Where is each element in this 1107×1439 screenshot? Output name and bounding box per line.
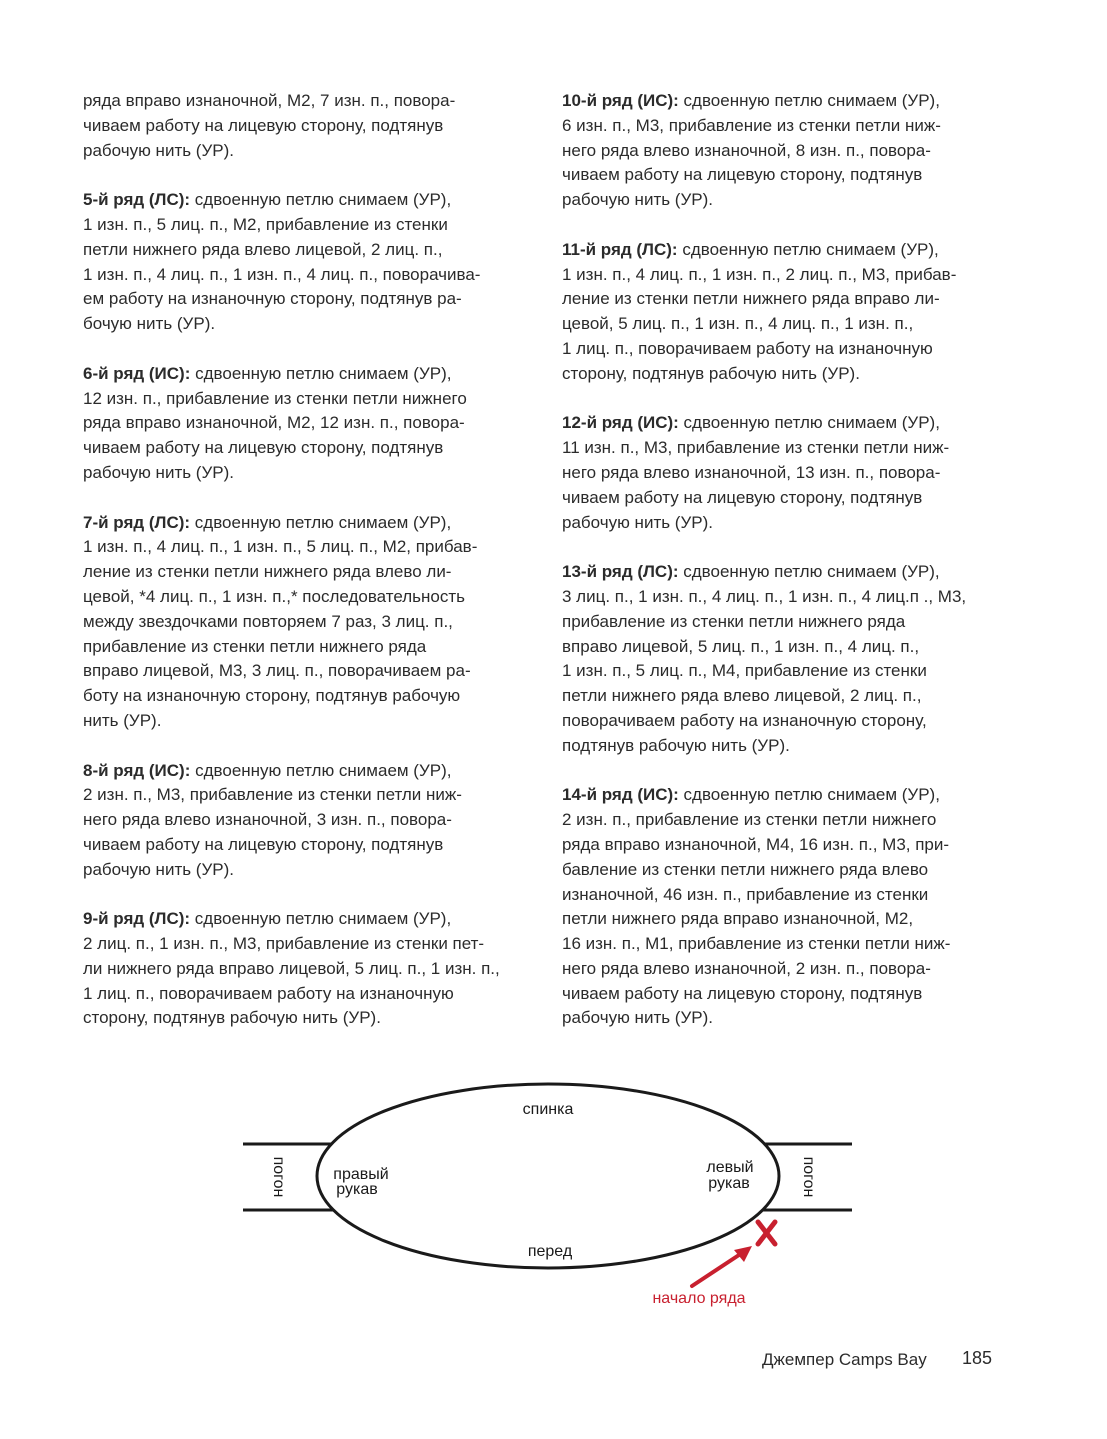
text-line: чиваем работу на лицевую сторону, подтянув: [562, 487, 923, 507]
text-line: него ряда влево изнаночной, 8 изн. п., повора-: [562, 140, 931, 160]
text-line: ряда вправо изнаночной, М4, 16 изн. п., М3, при-: [562, 834, 950, 854]
instruction-paragraph: [562, 411, 1017, 535]
row-text: сдвоенную петлю снимаем (УР),: [678, 562, 940, 582]
text-line: 2 изн. п., прибавление из стенки петли нижнего: [562, 810, 937, 830]
text-line: рабочую нить (УР).: [562, 512, 713, 532]
text-line: рабочую нить (УР).: [83, 462, 234, 482]
row-label: 6-й ряд (ИС):: [83, 363, 191, 383]
text-line: 12 изн. п., прибавление из стенки петли нижнего: [83, 388, 467, 408]
row-label: 5-й ряд (ЛС):: [83, 190, 191, 210]
text-line: между звездочками повторяем 7 раз, 3 лиц. п.,: [83, 611, 453, 631]
text-line: вправо лицевой, М3, 3 лиц. п., поворачиваем ра-: [83, 661, 471, 681]
text-line: 1 лиц. п., поворачиваем работу на изнаночную: [562, 338, 933, 358]
row-label: 14-й ряд (ИС):: [562, 785, 679, 805]
text-line: боту на изнаночную сторону, подтянув рабочую: [83, 686, 461, 706]
text-line: [83, 907, 533, 932]
row-label: 11-й ряд (ЛС):: [562, 239, 678, 259]
instruction-paragraph: [83, 759, 533, 883]
left-strap-label: погон: [270, 1156, 287, 1198]
row-text: сдвоенную петлю снимаем (УР),: [678, 91, 940, 110]
text-line: [562, 411, 1017, 436]
text-line: 1 изн. п., 5 лиц. п., М4, прибавление из стенки: [562, 661, 927, 681]
text-line: [562, 783, 1017, 808]
row-text: сдвоенную петлю снимаем (УР),: [190, 190, 452, 210]
text-line: петли нижнего ряда влево лицевой, 2 лиц. п.,: [562, 686, 922, 706]
text-line: чиваем работу на лицевую сторону, подтянув: [83, 115, 444, 135]
row-label: 12-й ряд (ИС):: [562, 413, 679, 433]
instruction-paragraph: [562, 560, 1017, 758]
row-start-label: начало ряда: [652, 1290, 746, 1307]
right-sleeve-label-line1: правый: [333, 1166, 389, 1183]
text-line: прибавление из стенки петли нижнего ряда: [83, 636, 427, 656]
instruction-paragraph: [562, 783, 1017, 1031]
text-line: ление из стенки петли нижнего ряда вправо ли-: [562, 289, 940, 309]
text-line: [562, 89, 1017, 114]
text-line: рабочую нить (УР).: [83, 140, 234, 160]
page-number: 185: [962, 1348, 993, 1368]
left-sleeve-label-line2: рукав: [708, 1175, 750, 1192]
text-line: рабочую нить (УР).: [562, 190, 713, 210]
text-line: [83, 362, 533, 387]
text-line: 6 изн. п., М3, прибавление из стенки петли ниж-: [562, 115, 941, 135]
text-line: ление из стенки петли нижнего ряда влево ли-: [83, 562, 452, 582]
text-line: 1 изн. п., 4 лиц. п., 1 изн. п., 5 лиц. п., М2, прибав-: [83, 537, 478, 557]
right-sleeve-label-line2: рукав: [336, 1181, 378, 1198]
row-text: сдвоенную петлю снимаем (УР),: [190, 512, 452, 532]
text-line: [83, 511, 533, 536]
row-text: сдвоенную петлю снимаем (УР),: [677, 239, 939, 259]
text-line: изнаночной, 46 изн. п., прибавление из стенки: [562, 884, 929, 904]
text-line: прибавление из стенки петли нижнего ряда: [562, 611, 906, 631]
text-line: цевой, *4 лиц. п., 1 изн. п.,* последовательность: [83, 586, 466, 606]
right-strap-label: погон: [800, 1156, 817, 1198]
text-line: рабочую нить (УР).: [562, 1008, 713, 1028]
text-line: 1 изн. п., 5 лиц. п., М2, прибавление из стенки: [83, 214, 448, 234]
text-line: рабочую нить (УР).: [83, 859, 234, 879]
right-column: [562, 89, 1017, 1056]
back-label: спинка: [522, 1101, 574, 1118]
text-line: него ряда влево изнаночной, 2 изн. п., повора-: [562, 958, 931, 978]
text-line: ряда вправо изнаночной, М2, 7 изн. п., повора-: [83, 91, 456, 110]
text-line: [83, 759, 533, 784]
instruction-paragraph: [83, 907, 533, 1031]
row-text: сдвоенную петлю снимаем (УР),: [678, 785, 940, 805]
text-line: него ряда влево изнаночной, 3 изн. п., повора-: [83, 810, 452, 830]
left-column: [83, 89, 533, 1056]
text-line: 1 лиц. п., поворачиваем работу на изнаночную: [83, 983, 454, 1003]
row-label: 7-й ряд (ЛС):: [83, 512, 191, 532]
text-line: [83, 188, 533, 213]
left-sleeve-label-line1: левый: [706, 1159, 754, 1176]
row-text: сдвоенную петлю снимаем (УР),: [190, 909, 452, 929]
row-text: сдвоенную петлю снимаем (УР),: [678, 413, 940, 433]
text-line: [562, 238, 1017, 263]
text-line: него ряда влево изнаночной, 13 изн. п., повора-: [562, 462, 941, 482]
text-line: чиваем работу на лицевую сторону, подтянув: [83, 834, 444, 854]
instruction-paragraph: [562, 89, 1017, 213]
text-line: 1 изн. п., 4 лиц. п., 1 изн. п., 2 лиц. п., М3, прибав-: [562, 264, 957, 284]
cross-mark-icon: [758, 1222, 775, 1244]
row-label: 13-й ряд (ЛС):: [562, 562, 679, 582]
footer-title: Джемпер Camps Bay: [762, 1350, 927, 1369]
text-line: сторону, подтянув рабочую нить (УР).: [83, 1008, 381, 1028]
text-line: цевой, 5 лиц. п., 1 изн. п., 4 лиц. п., 1 изн. п.,: [562, 314, 914, 334]
row-label: 9-й ряд (ЛС):: [83, 909, 191, 929]
instruction-paragraph: [83, 362, 533, 486]
text-line: чиваем работу на лицевую сторону, подтянув: [83, 438, 444, 458]
text-line: подтянув рабочую нить (УР).: [562, 735, 790, 755]
text-line: поворачиваем работу на изнаночную сторону,: [562, 710, 927, 730]
text-line: 2 лиц. п., 1 изн. п., М3, прибавление из стенки пет-: [83, 934, 485, 954]
row-text: сдвоенную петлю снимаем (УР),: [190, 363, 452, 383]
text-line: 11 изн. п., М3, прибавление из стенки петли ниж-: [562, 438, 950, 458]
text-line: [562, 560, 1017, 585]
instruction-paragraph: [83, 89, 533, 163]
text-line: ем работу на изнаночную сторону, подтянув ра-: [83, 289, 462, 309]
row-text: сдвоенную петлю снимаем (УР),: [190, 760, 452, 780]
text-line: 1 изн. п., 4 лиц. п., 1 изн. п., 4 лиц. п., поворачива-: [83, 264, 481, 284]
front-label: перед: [527, 1243, 573, 1260]
text-line: бавление из стенки петли нижнего ряда влево: [562, 859, 929, 879]
text-line: бочую нить (УР).: [83, 314, 216, 334]
text-line: петли нижнего ряда вправо изнаночной, М2,: [562, 909, 914, 929]
text-line: ли нижнего ряда вправо лицевой, 5 лиц. п., 1 изн. п.,: [83, 958, 500, 978]
yoke-diagram: [238, 1078, 858, 1313]
text-line: ряда вправо изнаночной, М2, 12 изн. п., повора-: [83, 413, 465, 433]
text-line: 16 изн. п., М1, прибавление из стенки петли ниж-: [562, 934, 951, 954]
text-line: чиваем работу на лицевую сторону, подтянув: [562, 165, 923, 185]
text-line: сторону, подтянув рабочую нить (УР).: [562, 363, 860, 383]
instruction-paragraph: [562, 238, 1017, 387]
text-line: петли нижнего ряда влево лицевой, 2 лиц. п.,: [83, 239, 443, 259]
instruction-paragraph: [83, 188, 533, 337]
text-line: нить (УР).: [83, 710, 162, 730]
text-line: вправо лицевой, 5 лиц. п., 1 изн. п., 4 лиц. п.,: [562, 636, 920, 656]
arrow-icon: [692, 1246, 752, 1286]
text-line: 2 изн. п., М3, прибавление из стенки петли ниж-: [83, 785, 462, 805]
row-label: 10-й ряд (ИС):: [562, 91, 679, 110]
row-label: 8-й ряд (ИС):: [83, 760, 191, 780]
text-line: 3 лиц. п., 1 изн. п., 4 лиц. п., 1 изн. п., 4 лиц.п ., М3,: [562, 586, 967, 606]
instruction-paragraph: [83, 511, 533, 734]
text-line: чиваем работу на лицевую сторону, подтянув: [562, 983, 923, 1003]
